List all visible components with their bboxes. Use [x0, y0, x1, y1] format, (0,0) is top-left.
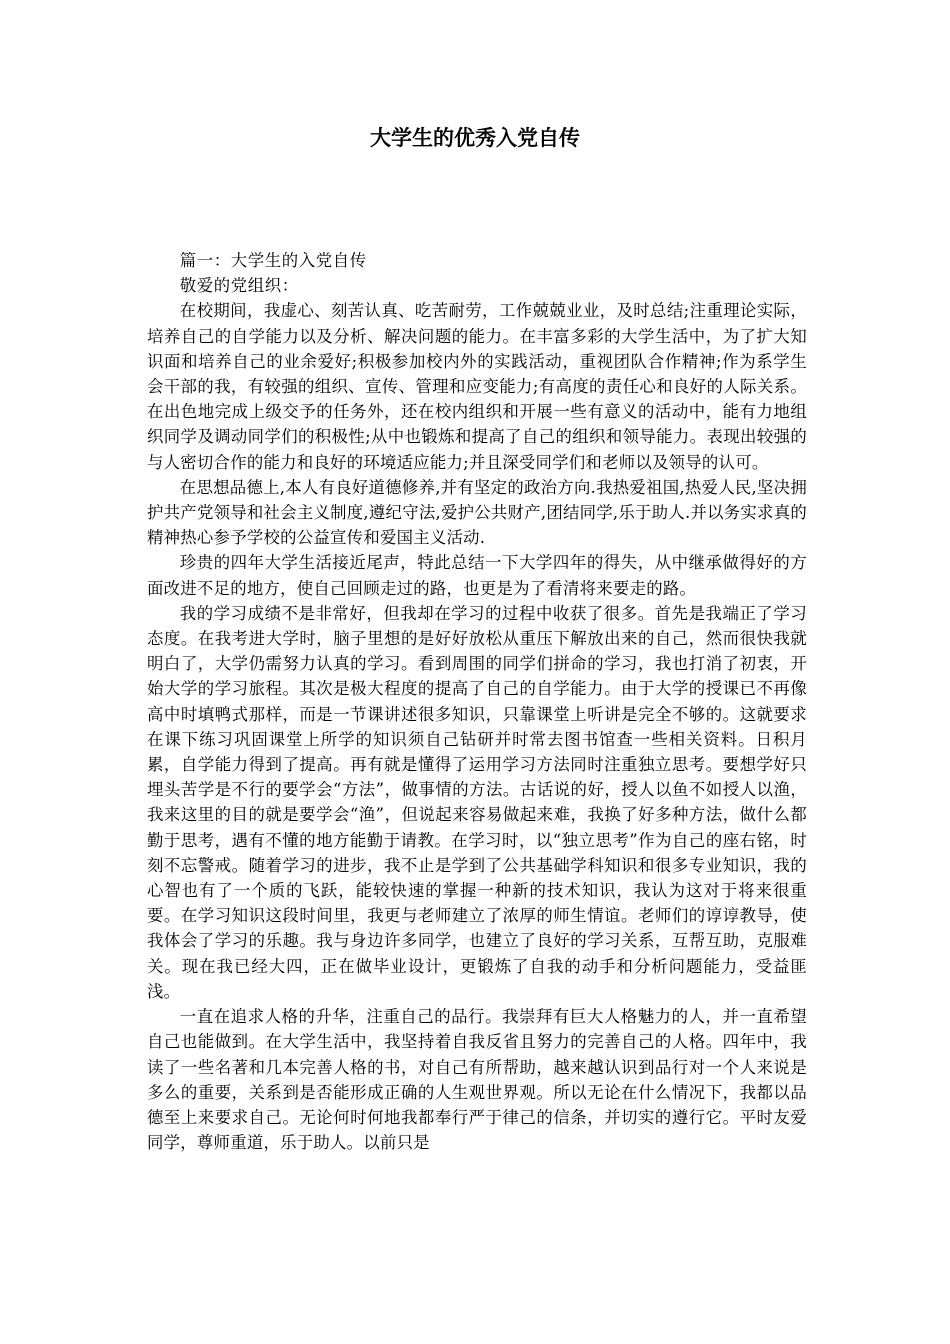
paragraph: 我的学习成绩不是非常好，但我却在学习的过程中收获了很多。首先是我端正了学习态度。在我考进大学时，脑子里想的是好好放松从重压下解放出来的自己，然而很快我就明白了，大学仍需努力认真的学习。看到周围的同学们拼命的学习，我也打消了初衷，开始大学的学习旅程。其次是极大程度的提高了自己的自学能力。由于大学的授课已不再像高中时填鸭式那样，而是一节课讲述很多知识，只靠课堂上听讲是完全不够的。这就要求在课下练习巩固课堂上所学的知识须自己钻研并时常去图书馆查一些相关资料。日积月累，自学能力得到了提高。再有就是懂得了运用学习方法同时注重独立思考。要想学好只埋头苦学是不行的要学会“方法”，做事情的方法。古话说的好，授人以鱼不如授人以渔，我来这里的目的就是要学会“渔”，但说起来容易做起来难，我换了好多种方法，做什么都勤于思考，遇有不懂的地方能勤于请教。在学习时，以“独立思考”作为自己的座右铭，时刻不忘警戒。随着学习的进步，我不止是学到了公共基础学科知识和很多专业知识，我的心智也有了一个质的飞跃，能较快速的掌握一种新的技术知识，我认为这对于将来很重要。在学习知识这段时间里，我更与老师建立了浓厚的师生情谊。老师们的谆谆教导，使我体会了学习的乐趣。我与身边许多同学，也建立了良好的学习关系，互帮互助，克服难关。现在我已经大四，正在做毕业设计，更锻炼了自我的动手和分析问题能力，受益匪浅。 — [147, 603, 807, 1001]
paragraph: 一直在追求人格的升华，注重自己的品行。我崇拜有巨大人格魅力的人，并一直希望自己也能做到。在大学生活中，我坚持着自我反省且努力的完善自己的人格。四年中，我读了一些名著和几本完善人格的书，对自己有所帮助，越来越认识到品行对一个人来说是多么的重要，关系到是否能形成正确的人生观世界观。所以无论在什么情况下，我都以品德至上来要求自己。无论何时何地我都奉行严于律己的信条，并切实的遵行它。平时友爱同学，尊师重道，乐于助人。以前只是 — [147, 1007, 807, 1153]
paragraph: 在校期间，我虚心、刻苦认真、吃苦耐劳，工作兢兢业业，及时总结;注重理论实际，培养自己的自学能力以及分析、解决问题的能力。在丰富多彩的大学生活中，为了扩大知识面和培养自己的业余爱好;积极参加校内外的实践活动，重视团队合作精神;作为系学生会干部的我，有较强的组织、宣传、管理和应变能力;有高度的责任心和良好的人际关系。在出色地完成上级交予的任务外，还在校内组织和开展一些有意义的活动中，能有力地组织同学及调动同学们的积极性;从中也锻炼和提高了自己的组织和领导能力。表现出较强的与人密切合作的能力和良好的环境适应能力;并且深受同学们和老师以及领导的认可。 — [147, 301, 807, 472]
paragraph: 在思想品德上,本人有良好道德修养,并有坚定的政治方向.我热爱祖国,热爱人民,坚决拥护共产党领导和社会主义制度,遵纪守法,爱护公共财产,团结同学,乐于助人.并以务实求真的精神热心参予学校的公益宣传和爱国主义活动. — [147, 477, 807, 548]
salutation: 敬爱的党组织： — [179, 276, 299, 296]
paragraph: 珍贵的四年大学生活接近尾声，特此总结一下大学四年的得失，从中继承做得好的方面改进不足的地方，使自己回顾走过的路，也更是为了看清将来要走的路。 — [147, 553, 807, 598]
document-title: 大学生的优秀入党自传 — [370, 126, 580, 150]
document-body — [147, 248, 807, 1155]
section-heading: 篇一：大学生的入党自传 — [179, 251, 367, 270]
